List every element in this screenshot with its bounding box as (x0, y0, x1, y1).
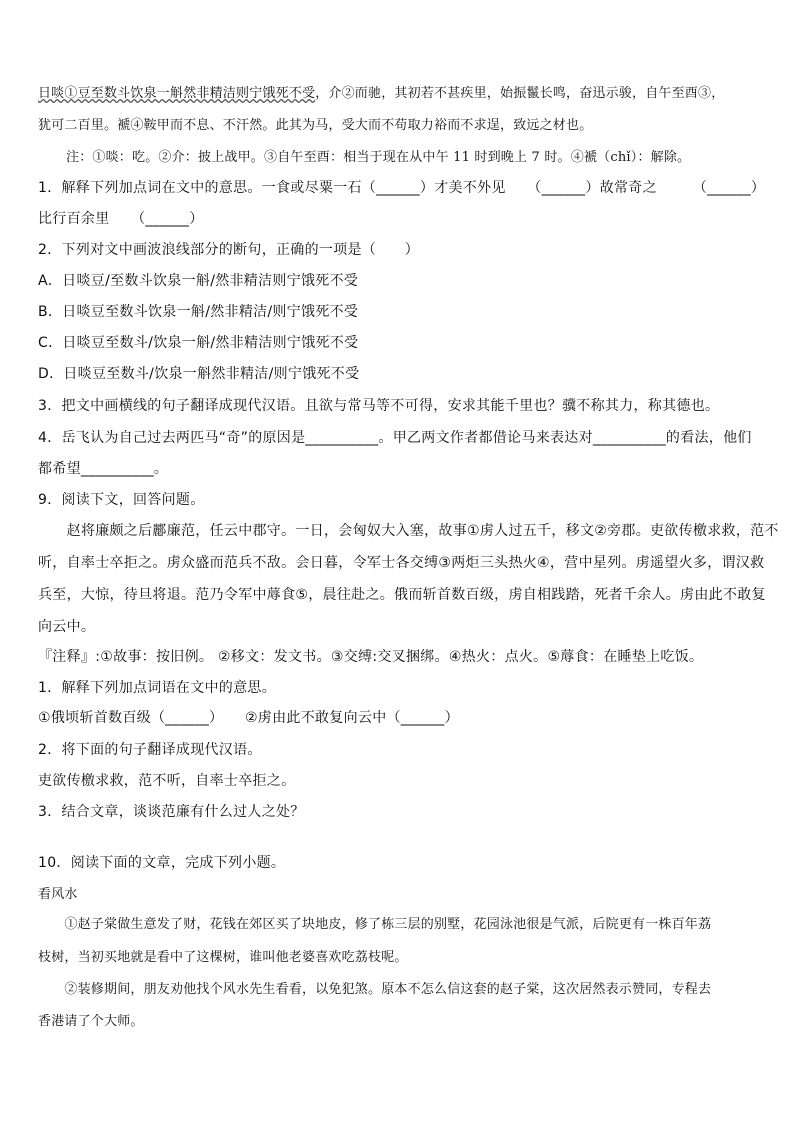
q1-line1: 1．解释下列加点词在文中的意思。一食或尽粟一石（______）才美不外见 （______）故常奇之 （______） (38, 180, 766, 196)
section9-para-line3: 兵至，大惊，待旦将退。范乃令军中蓐食⑤，晨往赴之。俄而斩首数百级，虏自相践踏，死者千余人。虏由此不敢复 (38, 587, 766, 603)
article-para1-line2: 枝树，当初买地就是看中了这棵树，谁叫他老婆喜欢吃荔枝呢。 (38, 950, 408, 965)
q1-line2: 比行百余里 （______） (38, 211, 204, 227)
section9-q2-text: 吏欲传檄求救，范不听，自率士卒拒之。 (38, 773, 296, 789)
passage1-line1 (38, 82, 724, 101)
section9-para-line4: 向云中。 (38, 619, 96, 635)
section9-notes: 『注释』:①故事：按旧例。 ②移文：发文书。③交缚:交叉捆绑。④热火：点火。⑤蓐食：在睡垫上吃饭。 (38, 649, 704, 665)
section9-q2: 2．将下面的句子翻译成现代汉语。 (38, 742, 262, 758)
q2-option-b: B．日啖豆至数斗饮泉一斛/然非精洁/则宁饿死不受 (38, 304, 359, 320)
q2-option-a: A．日啖豆/至数斗饮泉一斛/然非精洁则宁饿死不受 (38, 273, 359, 289)
q2-stem: 2．下列对文中画波浪线部分的断句，正确的一项是（ ） (38, 242, 420, 258)
article-para2-line1: ②装修期间，朋友劝他找个风水先生看看，以免犯煞。原本不怎么信这套的赵子棠，这次居然表示赞同，专程去 (38, 982, 712, 997)
passage1-line2: 犹可二百里。褫④鞍甲而不息、不汗然。此其为马，受大而不苟取力裕而不求逞，致远之材也。 (38, 118, 593, 133)
q3-text: 3．把文中画横线的句子翻译成现代汉语。且欲与常马等不可得，安求其能千里也？骥不称其力，称其德也。 (38, 398, 720, 414)
q2-option-d: D．日啖豆至数斗/饮泉一斛然非精洁/则宁饿死不受 (38, 366, 360, 382)
section9-para-line1: 赵将廉颇之后酈廉范，任云中郡守。一日，会匈奴大入塞，故事①虏人过五千，移文②旁郡。吏欲传檄求救，范不 (38, 523, 779, 539)
section10-heading: 10．阅读下面的文章，完成下列小题。 (38, 855, 286, 871)
article-para2-line2: 香港请了个大师。 (38, 1014, 144, 1029)
q4-line1: 4．岳飞认为自己过去两匹马“奇”的原因是__________。甲乙两文作者都借论马来表达对__________的看法，他们 (38, 430, 752, 446)
passage1-line1-rest: ，介②而驰，其初若不甚疾里，始振鬣长鸣，奋迅示骏，自午至酉③， (315, 86, 725, 101)
q2-option-c: C．日啖豆至数斗/饮泉一斛/然非精洁则宁饿死不受 (38, 335, 359, 351)
section9-para-line2: 听，自率士卒拒之。虏众盛而范兵不敌。会日暮，令军士各交缚③两炬三头热火④，营中星列。虏遥望火多，谓汉救 (38, 555, 765, 571)
section9-q3: 3．结合文章，谈谈范廉有什么过人之处？ (38, 804, 305, 820)
article-para1-line1: ①赵子棠做生意发了财，花钱在郊区买了块地皮，修了栋三层的别墅，花园泳池很是气派，后院更有一株百年荔 (38, 917, 712, 932)
section9-q1-items: ①俄顷斩首数百级（______） ②虏由此不敢复向云中（______） (38, 710, 459, 726)
section9-q1: 1．解释下列加点词语在文中的意思。 (38, 680, 277, 696)
passage1-notes: 注：①啖：吃。②介：披上战甲。③自午至酉：相当于现在从中午 11 时到晚上 7 时。④褫（chǐ）：解除。 (66, 150, 691, 165)
section9-heading: 9．阅读下文，回答问题。 (38, 492, 205, 508)
q4-line2: 都希望__________。 (38, 461, 169, 477)
wavy-underlined-text: 日啖①豆至数斗饮泉一斛然非精洁则宁饿死不受 (38, 86, 316, 101)
article-title: 看风水 (38, 887, 78, 902)
